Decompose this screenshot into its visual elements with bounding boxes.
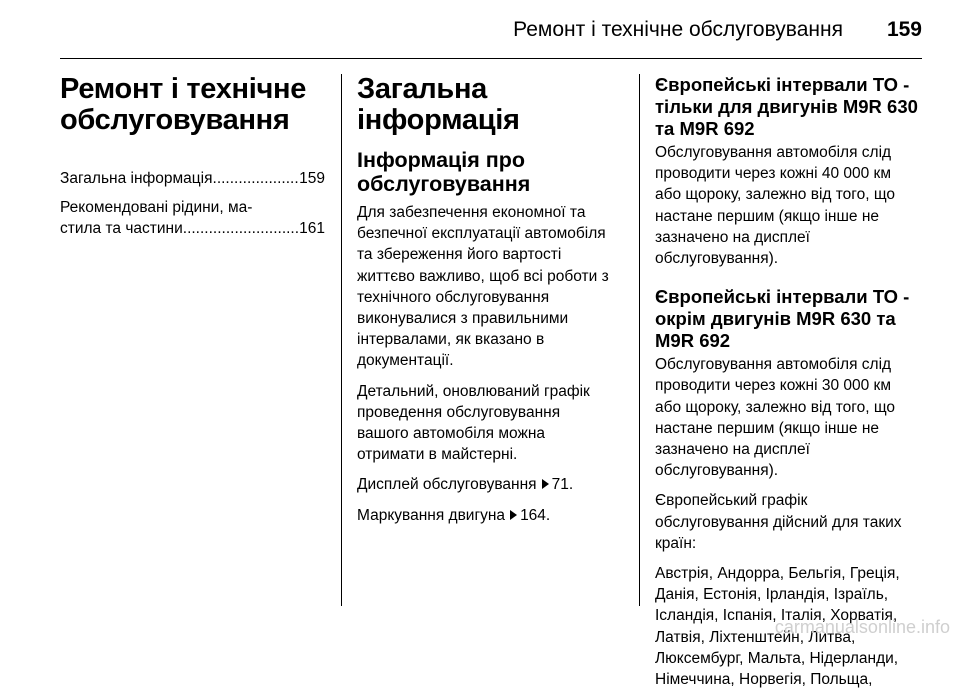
paragraph: Детальний, оновлюваний графік проведення обслуговування вашого автомобіля можна отримати в майстерні. bbox=[357, 382, 590, 464]
section-title: Загальна інформація bbox=[357, 73, 520, 136]
middle-column bbox=[357, 74, 625, 535]
country-list: Австрія, Андорра, Бельгія, Греція, Данія, Естонія, Ірландія, Ізраїль, Ісландія, Іспанія, Італія, Хорватія, Латвія, Ліхтенштейн, Литва, Люксембург, Мальта, Нідерланди, Німеччина, Норвегія, Польща, bbox=[655, 565, 900, 689]
cross-reference-display[interactable]: Дисплей обслуговування 71. bbox=[357, 476, 574, 494]
subsection-title: Інформація про обслуговування bbox=[357, 148, 531, 196]
toc-leader-dots bbox=[213, 168, 300, 189]
column-divider-2 bbox=[639, 74, 640, 606]
paragraph: Для забезпечення економної та безпечної експлуатації автомобіля та збереження його вартості життєво важливо, щоб всі роботи з технічного обслуговування виконувалися з правильними інтервалами, як вказано в документації. bbox=[357, 204, 609, 370]
heading-intervals-m9r: Європейські інтервали ТО - тільки для двигунів M9R 630 та M9R 692 bbox=[655, 74, 918, 139]
paragraph: Обслуговування автомобіля слід проводити через кожні 30 000 км або щороку, залежно від того, що настане першим (якщо інше не зазначено на дисплеї обслуговування). bbox=[655, 356, 896, 480]
chapter-title: Ремонт і технічне обслуговування bbox=[60, 73, 307, 136]
running-header bbox=[513, 18, 922, 42]
right-column bbox=[655, 74, 923, 699]
paragraph: Обслуговування автомобіля слід проводити через кожні 40 000 км або щороку, залежно від того, що настане першим (якщо інше не зазначено на дисплеї обслуговування). bbox=[655, 144, 896, 268]
arrow-reference-icon bbox=[510, 510, 517, 520]
arrow-reference-icon bbox=[542, 479, 549, 489]
toc-entry-general-info[interactable]: Загальна інформація ..... 159 bbox=[60, 168, 325, 189]
paragraph: Європейський графік обслуговування дійсний для таких країн: bbox=[655, 492, 902, 552]
heading-intervals-other: Європейські інтервали ТО - окрім двигунів M9R 630 та M9R 692 bbox=[655, 286, 910, 352]
header-title: Ремонт і технічне обслуговування bbox=[513, 18, 843, 41]
cross-reference-engine[interactable]: Маркування двигуна 164. bbox=[357, 506, 551, 524]
left-column bbox=[60, 74, 325, 247]
toc-entry-fluids[interactable]: Рекомендовані рідини, ма- стила та частини ..... 161 bbox=[60, 197, 325, 239]
header-rule bbox=[60, 58, 922, 59]
column-divider-1 bbox=[341, 74, 342, 606]
toc-leader-dots bbox=[183, 218, 299, 239]
watermark: carmanualsonline.info bbox=[774, 617, 950, 637]
page-number: 159 bbox=[886, 18, 922, 41]
